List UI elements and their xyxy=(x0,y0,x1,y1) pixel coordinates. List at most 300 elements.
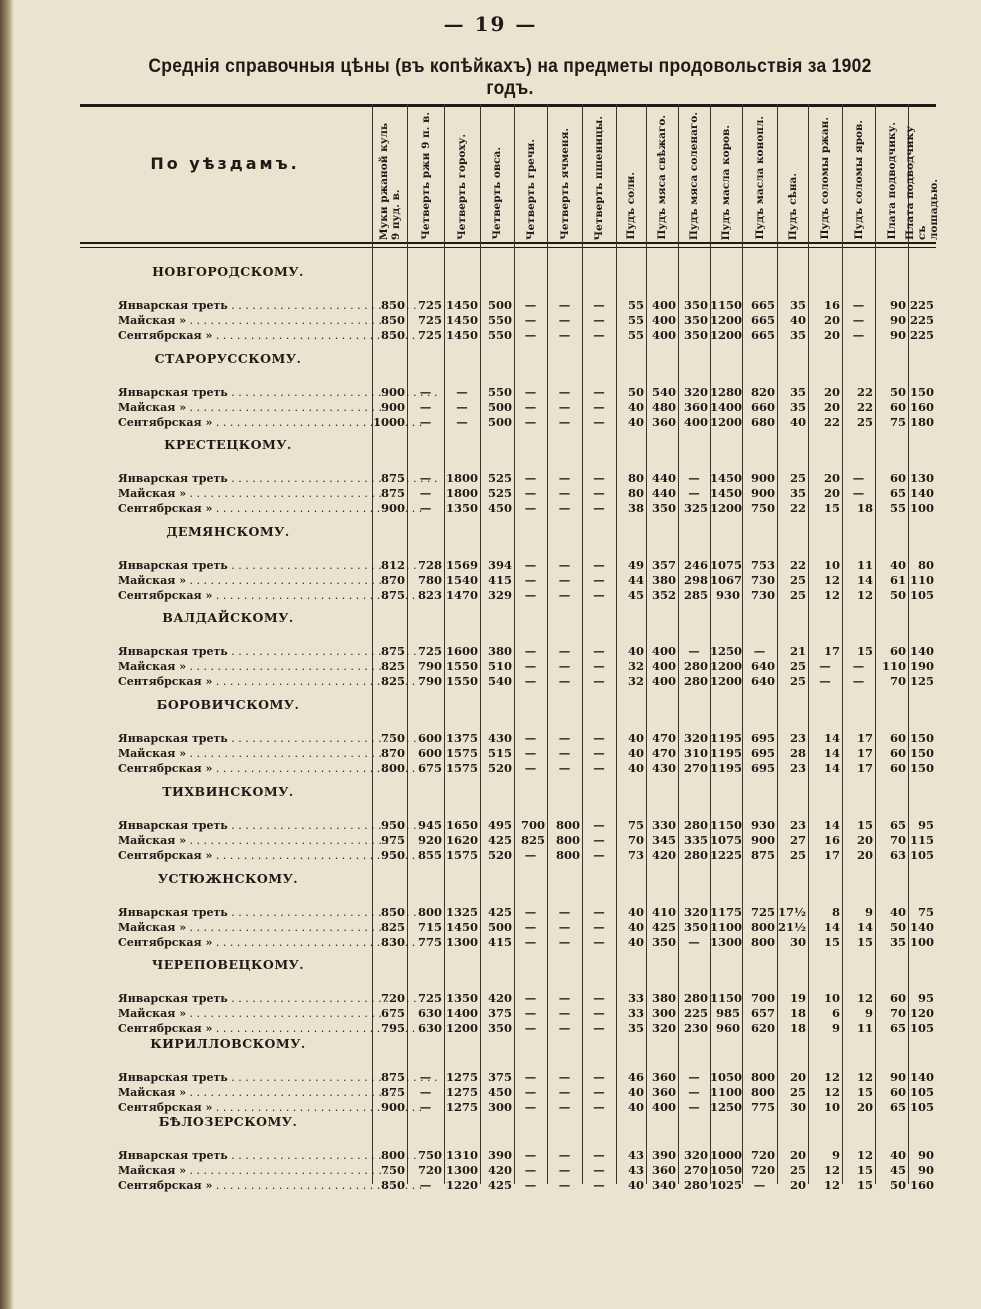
table-cell: 400 xyxy=(651,298,676,312)
column-header xyxy=(710,108,742,240)
table-cell: 35 xyxy=(789,298,806,312)
table-cell: — xyxy=(524,313,537,327)
price-table xyxy=(80,104,940,1192)
table-cell: 65 xyxy=(889,1021,906,1035)
table-cell: 190 xyxy=(909,659,934,673)
table-cell: — xyxy=(593,486,605,500)
table-cell: 335 xyxy=(683,833,708,847)
table-cell: 352 xyxy=(651,588,676,602)
table-cell: 12 xyxy=(823,573,840,587)
table-cell: — xyxy=(688,471,700,485)
table-cell: 420 xyxy=(487,991,512,1005)
table-cell: 16 xyxy=(823,833,840,847)
region-heading: БѢЛОЗЕРСКОМУ. xyxy=(158,1114,298,1129)
table-cell: 410 xyxy=(651,905,676,919)
column-header xyxy=(444,108,480,240)
table-cell: — xyxy=(524,848,537,862)
table-cell: 70 xyxy=(889,833,906,847)
table-cell: 510 xyxy=(487,659,512,673)
table-cell: 45 xyxy=(889,1163,906,1177)
table-cell: 100 xyxy=(909,501,934,515)
table-cell: 329 xyxy=(487,588,512,602)
table-cell: — xyxy=(419,486,432,500)
table-cell: 270 xyxy=(683,1163,708,1177)
column-header-text: Четверть гречи. xyxy=(524,139,537,240)
table-cell: — xyxy=(558,761,571,775)
table-cell: — xyxy=(524,659,537,673)
table-cell: 1450 xyxy=(710,486,743,500)
table-cell: 40 xyxy=(789,313,806,327)
table-cell: — xyxy=(419,471,432,485)
row-label-text: Сентябрская » xyxy=(118,329,213,342)
table-cell: 360 xyxy=(651,1163,676,1177)
table-cell: 55 xyxy=(627,298,644,312)
table-cell: 125 xyxy=(909,674,934,688)
table-cell: 9 xyxy=(864,1006,873,1020)
table-cell: 330 xyxy=(651,818,676,832)
table-cell: 1075 xyxy=(710,558,743,572)
column-header xyxy=(616,108,646,240)
table-cell: 695 xyxy=(750,746,775,760)
table-cell: 1195 xyxy=(710,761,743,775)
table-cell: 23 xyxy=(789,818,806,832)
table-cell: 1275 xyxy=(445,1070,478,1084)
table-cell: 325 xyxy=(683,501,708,515)
row-label xyxy=(118,558,368,573)
row-label xyxy=(118,385,368,400)
table-cell: 20 xyxy=(823,471,840,485)
table-cell: 280 xyxy=(683,991,708,1005)
table-row xyxy=(80,1070,936,1085)
table-cell: 720 xyxy=(417,1163,442,1177)
table-cell: 665 xyxy=(750,313,775,327)
table-cell: 750 xyxy=(380,731,405,745)
table-cell: 18 xyxy=(789,1006,806,1020)
table-cell: 9 xyxy=(831,1021,840,1035)
row-label-text: Сентябрская » xyxy=(118,675,213,688)
table-cell: — xyxy=(593,659,605,673)
table-cell: 12 xyxy=(823,1085,840,1099)
table-cell: 775 xyxy=(417,935,442,949)
table-cell: 725 xyxy=(750,905,775,919)
table-cell: 695 xyxy=(750,731,775,745)
table-cell: 1550 xyxy=(445,659,478,673)
table-cell: 870 xyxy=(380,573,405,587)
table-cell: — xyxy=(558,659,571,673)
table-cell: 1310 xyxy=(445,1148,478,1162)
table-cell: 1000 xyxy=(372,415,405,429)
table-cell: 775 xyxy=(750,1100,775,1114)
table-cell: 38 xyxy=(627,501,644,515)
column-header xyxy=(582,108,616,240)
table-cell: 823 xyxy=(417,588,442,602)
table-cell: — xyxy=(456,385,468,399)
row-label xyxy=(118,1148,368,1163)
table-cell: 420 xyxy=(651,848,676,862)
column-header-text: Четверть пшеницы. xyxy=(593,115,605,240)
table-cell: 65 xyxy=(889,486,906,500)
table-cell: 32 xyxy=(627,659,644,673)
table-cell: 80 xyxy=(627,471,644,485)
row-label xyxy=(118,833,368,848)
row-label-text: Сентябрская » xyxy=(118,762,213,775)
table-cell: 12 xyxy=(823,1163,840,1177)
column-header xyxy=(842,108,875,240)
table-cell: 20 xyxy=(789,1148,806,1162)
table-cell: 30 xyxy=(789,1100,806,1114)
table-cell: — xyxy=(524,991,537,1005)
table-cell: — xyxy=(558,674,571,688)
table-cell: — xyxy=(593,415,605,429)
table-cell: 1075 xyxy=(710,833,743,847)
table-cell: 720 xyxy=(750,1148,775,1162)
row-label-text: Майская » xyxy=(118,1164,187,1177)
table-cell: 440 xyxy=(651,471,676,485)
row-label-text: Январская треть xyxy=(118,819,228,832)
table-cell: 63 xyxy=(889,848,906,862)
table-cell: 60 xyxy=(889,471,906,485)
region-heading: ДЕМЯНСКОМУ. xyxy=(166,524,290,539)
table-row xyxy=(80,1085,936,1100)
table-cell: 15 xyxy=(856,1178,873,1192)
table-cell: — xyxy=(593,905,605,919)
table-row xyxy=(80,588,936,603)
table-cell: 1195 xyxy=(710,731,743,745)
table-cell: 950 xyxy=(380,818,405,832)
table-cell: 430 xyxy=(651,761,676,775)
table-cell: 695 xyxy=(750,761,775,775)
row-label-text: Январская треть xyxy=(118,992,228,1005)
table-cell: 350 xyxy=(683,298,708,312)
table-cell: 55 xyxy=(627,313,644,327)
table-row xyxy=(80,313,936,328)
table-cell: 380 xyxy=(651,991,676,1005)
row-label-text: Январская треть xyxy=(118,1149,228,1162)
table-cell: — xyxy=(819,674,831,688)
table-cell: 400 xyxy=(651,644,676,658)
table-cell: 20 xyxy=(823,486,840,500)
table-cell: — xyxy=(558,1178,571,1192)
table-cell: 360 xyxy=(683,400,708,414)
table-cell: 850 xyxy=(380,298,405,312)
row-label xyxy=(118,1085,368,1100)
table-cell: 14 xyxy=(856,920,873,934)
table-cell: 20 xyxy=(789,1178,806,1192)
row-label-text: Сентябрская » xyxy=(118,502,213,515)
column-header xyxy=(742,108,777,240)
table-cell: 40 xyxy=(627,920,644,934)
table-cell: 900 xyxy=(380,501,405,515)
row-label xyxy=(118,659,368,674)
table-cell: 40 xyxy=(627,746,644,760)
table-cell: 830 xyxy=(380,935,405,949)
table-cell: — xyxy=(524,1085,537,1099)
table-cell: 875 xyxy=(380,1085,405,1099)
table-cell: 1000 xyxy=(710,1148,743,1162)
table-cell: 320 xyxy=(683,1148,708,1162)
table-cell: 390 xyxy=(651,1148,676,1162)
table-cell: 1540 xyxy=(445,573,478,587)
column-header-text: Пудъ мяса соленаго. xyxy=(688,111,700,240)
table-cell: 657 xyxy=(750,1006,775,1020)
table-cell: — xyxy=(852,313,865,327)
table-cell: 1200 xyxy=(710,674,743,688)
table-cell: 1200 xyxy=(710,501,743,515)
table-cell: 40 xyxy=(889,1148,906,1162)
table-cell: — xyxy=(524,328,537,342)
table-row xyxy=(80,471,936,486)
table-cell: 725 xyxy=(417,328,442,342)
table-cell: 55 xyxy=(627,328,644,342)
table-cell: 600 xyxy=(417,746,442,760)
table-cell: 35 xyxy=(889,935,906,949)
table-row xyxy=(80,920,936,935)
table-cell: 1575 xyxy=(445,746,478,760)
table-cell: 1575 xyxy=(445,761,478,775)
row-label-text: Январская треть xyxy=(118,732,228,745)
table-cell: 1620 xyxy=(445,833,478,847)
table-cell: 50 xyxy=(889,1178,906,1192)
table-cell: 720 xyxy=(380,991,405,1005)
row-label-text: Январская треть xyxy=(118,472,228,485)
row-label xyxy=(118,731,368,746)
table-cell: — xyxy=(456,400,468,414)
table-cell: 60 xyxy=(889,400,906,414)
table-cell: 525 xyxy=(487,471,512,485)
table-row xyxy=(80,1178,936,1193)
row-label xyxy=(118,905,368,920)
table-cell: 280 xyxy=(683,818,708,832)
table-cell: 18 xyxy=(856,501,873,515)
table-cell: 1225 xyxy=(710,848,743,862)
table-cell: 20 xyxy=(823,313,840,327)
row-label-text: Майская » xyxy=(118,574,187,587)
row-label-text: Майская » xyxy=(118,1007,187,1020)
table-cell: — xyxy=(558,1006,571,1020)
table-row xyxy=(80,644,936,659)
row-label-text: Сентябрская » xyxy=(118,936,213,949)
table-cell: — xyxy=(524,588,537,602)
table-cell: 550 xyxy=(487,313,512,327)
table-cell: 425 xyxy=(487,1178,512,1192)
table-cell: — xyxy=(593,848,605,862)
table-cell: — xyxy=(593,746,605,760)
table-cell: 1050 xyxy=(710,1070,743,1084)
table-cell: 660 xyxy=(750,400,775,414)
table-cell: 500 xyxy=(487,415,512,429)
table-cell: 15 xyxy=(856,1163,873,1177)
table-cell: 90 xyxy=(917,1163,934,1177)
table-cell: 110 xyxy=(881,659,906,673)
table-cell: 900 xyxy=(750,486,775,500)
row-label xyxy=(118,1163,368,1178)
table-cell: 90 xyxy=(889,298,906,312)
table-cell: 1200 xyxy=(710,313,743,327)
table-cell: 1275 xyxy=(445,1085,478,1099)
table-cell: 100 xyxy=(909,935,934,949)
table-cell: 15 xyxy=(856,1085,873,1099)
table-cell: 17 xyxy=(823,644,840,658)
table-cell: 49 xyxy=(627,558,644,572)
table-cell: 17½ xyxy=(778,905,806,919)
table-cell: 310 xyxy=(683,746,708,760)
table-cell: — xyxy=(558,1070,571,1084)
table-cell: 825 xyxy=(380,659,405,673)
table-cell: 360 xyxy=(651,1070,676,1084)
table-cell: 380 xyxy=(487,644,512,658)
row-header-label: По уѣздамъ. xyxy=(150,154,300,173)
table-cell: 21 xyxy=(789,644,806,658)
table-cell: 425 xyxy=(651,920,676,934)
table-cell: — xyxy=(593,1178,605,1192)
table-cell: 720 xyxy=(750,1163,775,1177)
table-cell: — xyxy=(593,1085,605,1099)
table-cell: 285 xyxy=(683,588,708,602)
table-cell: 1450 xyxy=(445,920,478,934)
column-header-text: Пудъ масла конопл. xyxy=(753,116,766,240)
table-cell: 50 xyxy=(627,385,644,399)
table-cell: — xyxy=(558,313,571,327)
table-row xyxy=(80,400,936,415)
table-cell: 320 xyxy=(683,905,708,919)
table-cell: 930 xyxy=(750,818,775,832)
region-heading: СТАРОРУССКОМУ. xyxy=(154,351,302,366)
table-cell: 1200 xyxy=(445,1021,478,1035)
table-row xyxy=(80,746,936,761)
table-row xyxy=(80,573,936,588)
table-cell: 800 xyxy=(555,848,580,862)
table-cell: 400 xyxy=(651,659,676,673)
table-cell: 43 xyxy=(627,1148,644,1162)
row-label-text: Январская треть xyxy=(118,906,228,919)
table-cell: 825 xyxy=(520,833,545,847)
table-cell: 800 xyxy=(380,761,405,775)
table-cell: 630 xyxy=(417,1006,442,1020)
table-cell: 270 xyxy=(683,761,708,775)
table-cell: 515 xyxy=(487,746,512,760)
table-cell: 60 xyxy=(889,1085,906,1099)
table-cell: 140 xyxy=(909,920,934,934)
row-label xyxy=(118,746,368,761)
table-cell: — xyxy=(558,471,571,485)
row-label xyxy=(118,1070,368,1085)
table-cell: 520 xyxy=(487,761,512,775)
table-cell: 1250 xyxy=(710,1100,743,1114)
table-cell: 450 xyxy=(487,501,512,515)
table-cell: 680 xyxy=(750,415,775,429)
table-cell: 40 xyxy=(627,761,644,775)
table-cell: 1470 xyxy=(445,588,478,602)
table-cell: 1300 xyxy=(445,935,478,949)
table-cell: 40 xyxy=(627,1178,644,1192)
table-cell: 812 xyxy=(380,558,405,572)
column-header-text: Пудъ соли. xyxy=(625,172,637,240)
table-cell: 1550 xyxy=(445,674,478,688)
table-cell: — xyxy=(558,501,571,515)
table-cell: 40 xyxy=(627,905,644,919)
table-cell: 800 xyxy=(750,1070,775,1084)
table-cell: — xyxy=(593,1163,605,1177)
column-header-text: Пудъ соломы ржан. xyxy=(819,117,831,240)
table-cell: 345 xyxy=(651,833,676,847)
table-row xyxy=(80,328,936,343)
table-cell: — xyxy=(593,833,605,847)
table-cell: 855 xyxy=(417,848,442,862)
table-cell: 1050 xyxy=(710,1163,743,1177)
table-cell: — xyxy=(524,746,537,760)
table-cell: 620 xyxy=(750,1021,775,1035)
region-heading: КИРИЛЛОВСКОМУ. xyxy=(150,1036,306,1051)
table-cell: 35 xyxy=(789,400,806,414)
table-cell: 375 xyxy=(487,1006,512,1020)
table-cell: 930 xyxy=(715,588,740,602)
table-cell: 160 xyxy=(909,1178,934,1192)
table-cell: — xyxy=(524,1148,537,1162)
table-cell: 1250 xyxy=(710,644,743,658)
table-cell: 750 xyxy=(380,1163,405,1177)
column-header-text: Четверть овса. xyxy=(491,147,503,240)
table-cell: 900 xyxy=(750,833,775,847)
table-cell: 500 xyxy=(487,400,512,414)
table-cell: 875 xyxy=(380,486,405,500)
table-cell: — xyxy=(593,991,605,1005)
table-cell: 25 xyxy=(789,848,806,862)
region-heading: ЧЕРЕПОВЕЦКОМУ. xyxy=(151,957,305,972)
table-cell: — xyxy=(852,486,865,500)
table-cell: — xyxy=(524,1006,537,1020)
table-cell: 150 xyxy=(909,731,934,745)
table-cell: 46 xyxy=(627,1070,644,1084)
table-cell: 9 xyxy=(831,1148,840,1162)
row-label-text: Майская » xyxy=(118,1086,187,1099)
table-row xyxy=(80,848,936,863)
table-cell: 725 xyxy=(417,298,442,312)
table-cell: 875 xyxy=(750,848,775,862)
table-cell: 350 xyxy=(651,935,676,949)
table-row xyxy=(80,761,936,776)
table-cell: 130 xyxy=(909,471,934,485)
table-cell: 753 xyxy=(750,558,775,572)
table-cell: — xyxy=(558,415,571,429)
table-cell: 500 xyxy=(487,920,512,934)
table-cell: 20 xyxy=(823,328,840,342)
column-header-text: Плата подводчику съ лошадью. xyxy=(904,126,940,240)
table-cell: 1300 xyxy=(710,935,743,949)
table-cell: — xyxy=(558,558,571,572)
table-cell: 65 xyxy=(889,1100,906,1114)
table-cell: 25 xyxy=(789,659,806,673)
table-cell: 480 xyxy=(651,400,676,414)
table-cell: 21½ xyxy=(778,920,806,934)
table-cell: 665 xyxy=(750,328,775,342)
table-cell: 730 xyxy=(750,588,775,602)
table-cell: 246 xyxy=(683,558,708,572)
table-cell: 14 xyxy=(823,761,840,775)
table-cell: 25 xyxy=(789,1085,806,1099)
table-cell: 425 xyxy=(487,833,512,847)
table-cell: 1400 xyxy=(445,1006,478,1020)
table-cell: 800 xyxy=(750,935,775,949)
table-cell: 800 xyxy=(555,833,580,847)
table-cell: 1600 xyxy=(445,644,478,658)
column-header-text: Муки ржаной куль 9 пуд. в. xyxy=(377,122,402,240)
table-cell: — xyxy=(524,935,537,949)
table-cell: 985 xyxy=(715,1006,740,1020)
table-cell: — xyxy=(419,1100,432,1114)
table-cell: 420 xyxy=(487,1163,512,1177)
table-cell: 800 xyxy=(555,818,580,832)
table-cell: — xyxy=(593,471,605,485)
